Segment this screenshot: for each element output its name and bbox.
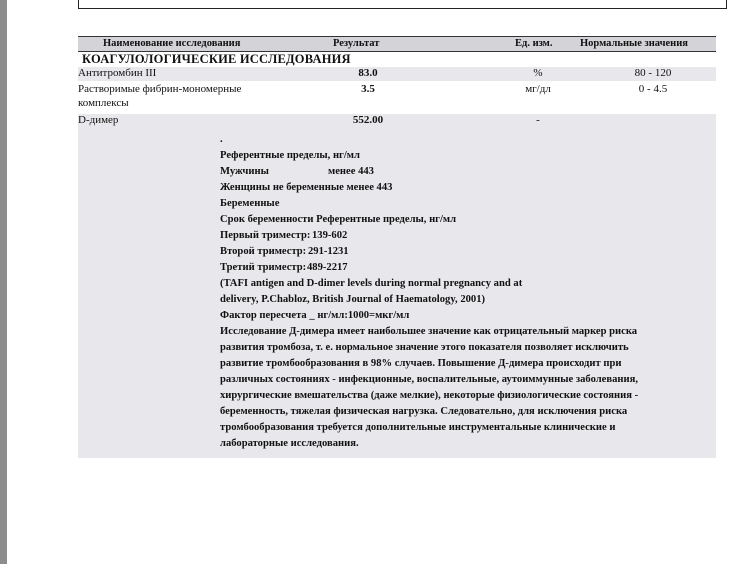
header-result: Результат (333, 38, 380, 49)
table-row (78, 114, 716, 458)
row-name: Антитромбин III (78, 67, 157, 79)
para-line: беременность, тяжелая физическая нагрузка. Следовательно, для исключения риска (220, 406, 628, 417)
table-row (78, 81, 716, 112)
d-dimer-comment (220, 132, 720, 452)
header-norm: Нормальные значения (580, 38, 688, 49)
trimester-2 (220, 244, 720, 260)
trimester-1-value: 139-602 (312, 230, 348, 241)
row-unit: % (533, 67, 543, 79)
left-edge-strip (0, 0, 7, 564)
factor-line: Фактор пересчета _ нг/мл:1000=мкг/мл (220, 310, 410, 321)
trimester-3 (220, 260, 720, 276)
header-unit: Ед. изм. (515, 38, 553, 49)
table-header (78, 36, 716, 52)
row-name: D-димер (78, 114, 119, 126)
para-line: Исследование Д-димера имеет наибольшее значение как отрицательный маркер риска (220, 326, 638, 337)
row-unit: - (536, 114, 540, 126)
men-line (220, 164, 720, 180)
row-norm: 80 - 120 (634, 67, 672, 79)
trimester-2-label: Второй триместр: (220, 246, 307, 257)
row-norm: 0 - 4.5 (638, 83, 668, 95)
trimester-1-label: Первый триместр: (220, 230, 311, 241)
source-line-2: delivery, P.Chabloz, British Journal of Haematology, 2001) (220, 294, 486, 305)
table-row (78, 67, 716, 81)
trimester-1 (220, 228, 720, 244)
row-result: 552.00 (352, 114, 384, 126)
trimester-3-value: 489-2217 (307, 262, 348, 273)
ref-title: Референтные пределы, нг/мл (220, 150, 360, 161)
pregnant-label: Беременные (220, 198, 280, 209)
row-unit: мг/дл (525, 83, 551, 95)
para-line: тромбообразования требуется дополнительные инструментальные клинические и (220, 422, 616, 433)
top-frame-box (78, 0, 727, 9)
trimester-3-label: Третий триместр: (220, 262, 307, 273)
term-header: Срок беременности Референтные пределы, нг/мл (220, 214, 457, 225)
row-result: 83.0 (358, 67, 378, 79)
para-line: развития тромбоза, т. е. нормальное значение этого показателя позволяет исключить (220, 342, 629, 353)
para-line: хирургические вмешательства (даже мелкие), некоторые физиологические состояния - (220, 390, 639, 401)
source-line-1: (TAFI antigen and D-dimer levels during normal pregnancy and at (220, 278, 523, 289)
results-table (78, 36, 716, 458)
para-line: развитие тромбообразования в 98% случаев. Повышение Д-димера происходит при (220, 358, 622, 369)
men-value: менее 443 (328, 166, 374, 177)
para-line: лабораторные исследования. (220, 438, 359, 449)
row-name: Растворимые фибрин-мономерные комплексы (78, 83, 242, 109)
comment-dot: . (220, 134, 223, 145)
row-result: 3.5 (361, 83, 375, 95)
trimester-2-value: 291-1231 (308, 246, 349, 257)
header-name: Наименование исследования (103, 38, 241, 49)
section-title: КОАГУЛОЛОГИЧЕСКИЕ ИССЛЕДОВАНИЯ (78, 52, 716, 67)
para-line: различных состояниях - инфекционные, воспалительные, аутоиммунные заболевания, (220, 374, 638, 385)
men-label: Мужчины (220, 166, 269, 177)
women-line: Женщины не беременные менее 443 (220, 182, 393, 193)
